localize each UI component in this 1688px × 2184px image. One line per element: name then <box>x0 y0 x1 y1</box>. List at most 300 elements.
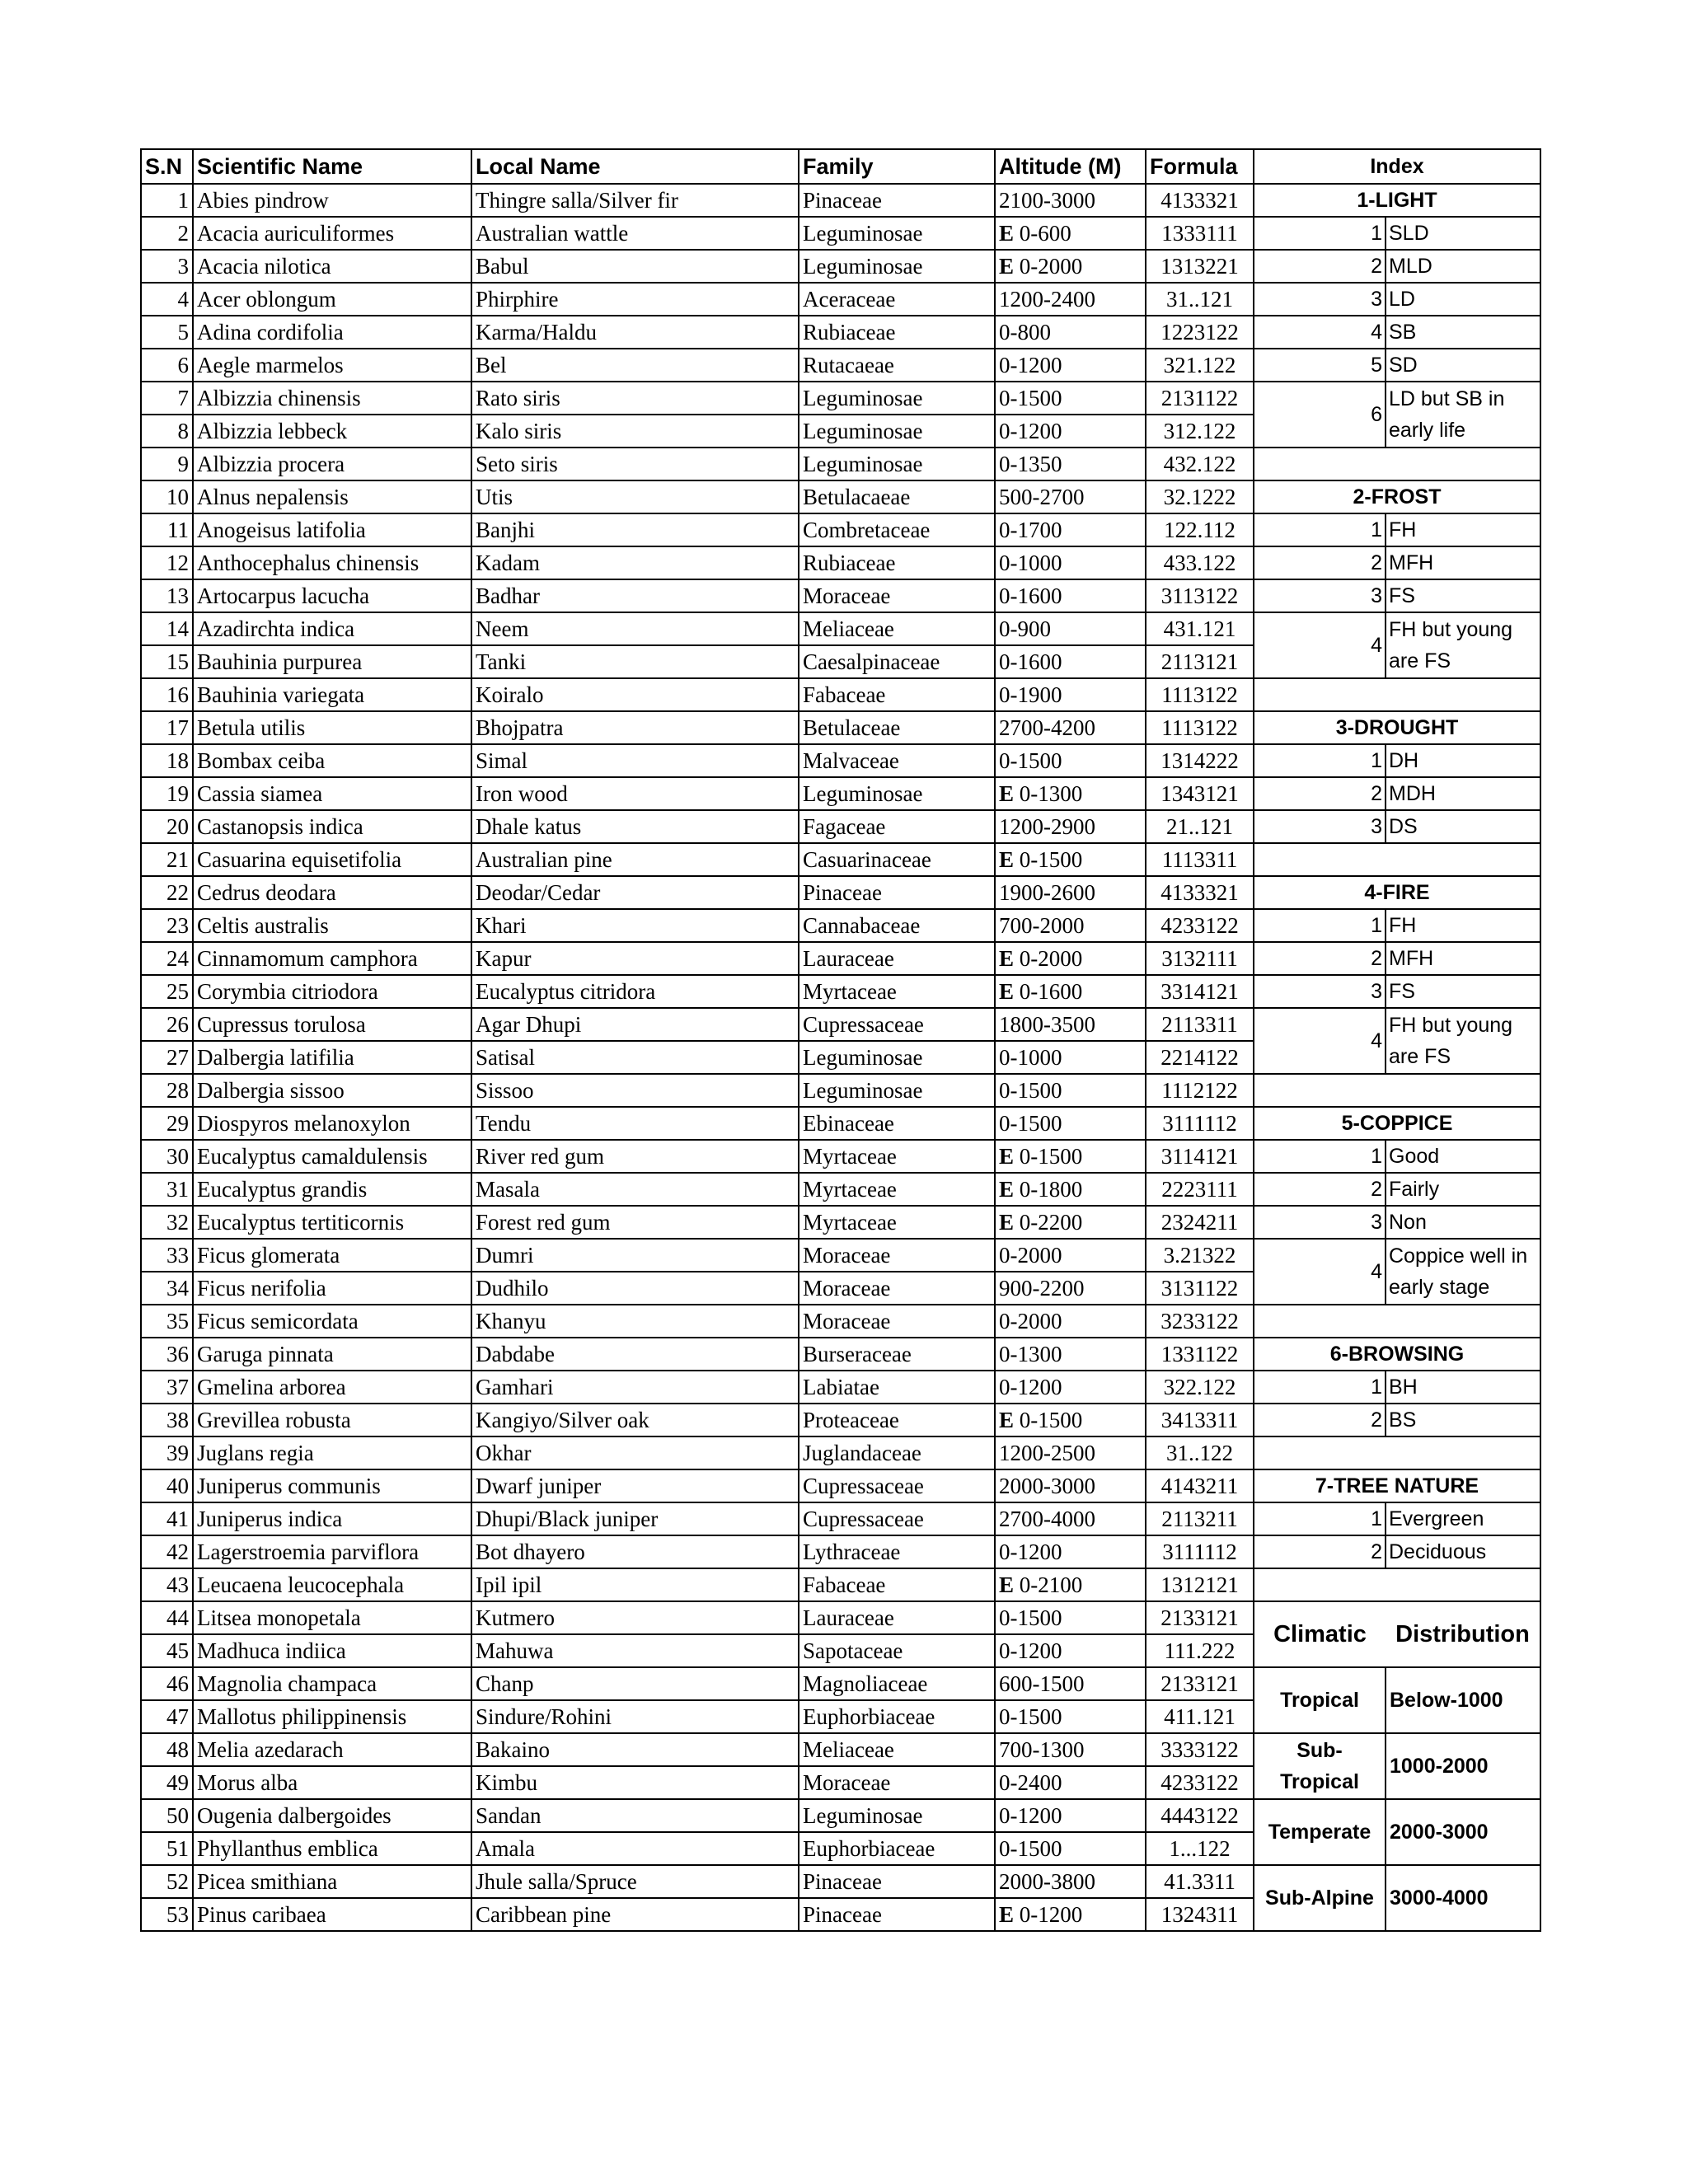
cell-scientific-name: Magnolia champaca <box>193 1667 471 1700</box>
cell-formula: 3333122 <box>1146 1733 1254 1766</box>
cell-sn: 39 <box>141 1436 193 1469</box>
cell-altitude: 0-1200 <box>995 1535 1146 1568</box>
cell-local-name: Koiralo <box>471 678 799 711</box>
cell-altitude: 0-2000 <box>995 1305 1146 1338</box>
index-item-label: FS <box>1386 579 1540 612</box>
index-spacer <box>1254 678 1540 711</box>
table-row <box>141 1601 1540 1634</box>
cell-sn: 5 <box>141 316 193 349</box>
cell-family: Pinaceae <box>799 876 995 909</box>
cell-sn: 30 <box>141 1140 193 1173</box>
cell-altitude: E 0-1500 <box>995 843 1146 876</box>
cell-family: Myrtaceae <box>799 1140 995 1173</box>
cell-altitude: 0-2400 <box>995 1766 1146 1799</box>
cell-family: Myrtaceae <box>799 1173 995 1206</box>
cell-altitude: 0-1200 <box>995 415 1146 448</box>
cell-formula: 1324311 <box>1146 1898 1254 1931</box>
cell-sn: 45 <box>141 1634 193 1667</box>
table-row <box>141 744 1540 777</box>
cell-altitude: E 0-600 <box>995 217 1146 250</box>
index-item-number: 1 <box>1254 217 1386 250</box>
cell-formula: 411.121 <box>1146 1700 1254 1733</box>
table-row <box>141 579 1540 612</box>
cell-altitude: 0-2000 <box>995 1239 1146 1272</box>
cell-sn: 44 <box>141 1601 193 1634</box>
cell-formula: 2324211 <box>1146 1206 1254 1239</box>
cell-sn: 42 <box>141 1535 193 1568</box>
cell-formula: 4233122 <box>1146 909 1254 942</box>
cell-sn: 48 <box>141 1733 193 1766</box>
index-spacer <box>1254 1436 1540 1469</box>
cell-sn: 40 <box>141 1469 193 1502</box>
index-item-number: 4 <box>1254 1239 1386 1305</box>
index-spacer <box>1254 1568 1540 1601</box>
cell-local-name: Dhupi/Black juniper <box>471 1502 799 1535</box>
cell-local-name: Kutmero <box>471 1601 799 1634</box>
index-section-title: 1-LIGHT <box>1254 184 1540 217</box>
cell-family: Moraceae <box>799 1305 995 1338</box>
table-row <box>141 1206 1540 1239</box>
cell-family: Moraceae <box>799 579 995 612</box>
cell-formula: 2113311 <box>1146 1008 1254 1041</box>
cell-sn: 23 <box>141 909 193 942</box>
cell-altitude: 0-1600 <box>995 579 1146 612</box>
climatic-zone: Temperate <box>1254 1799 1386 1865</box>
cell-family: Leguminosae <box>799 1074 995 1107</box>
cell-formula: 322.122 <box>1146 1371 1254 1404</box>
cell-altitude: 0-800 <box>995 316 1146 349</box>
exotic-marker: E <box>999 1144 1015 1169</box>
table-row <box>141 1305 1540 1338</box>
cell-family: Magnoliaceae <box>799 1667 995 1700</box>
table-row <box>141 1107 1540 1140</box>
cell-scientific-name: Castanopsis indica <box>193 810 471 843</box>
cell-scientific-name: Anthocephalus chinensis <box>193 546 471 579</box>
cell-altitude: 0-1500 <box>995 1107 1146 1140</box>
cell-family: Betulaceae <box>799 711 995 744</box>
cell-formula: 1331122 <box>1146 1338 1254 1371</box>
header-scientific-name: Scientific Name <box>193 149 471 184</box>
cell-scientific-name: Dalbergia sissoo <box>193 1074 471 1107</box>
cell-sn: 46 <box>141 1667 193 1700</box>
cell-altitude: 1200-2900 <box>995 810 1146 843</box>
climatic-zone: Sub-Alpine <box>1254 1865 1386 1931</box>
cell-altitude: 0-1200 <box>995 1371 1146 1404</box>
cell-formula: 1343121 <box>1146 777 1254 810</box>
index-item-number: 2 <box>1254 250 1386 283</box>
cell-family: Leguminosae <box>799 448 995 480</box>
distribution-header: Distribution <box>1386 1601 1540 1667</box>
distribution-range: 2000-3000 <box>1386 1799 1540 1865</box>
cell-formula: 2113121 <box>1146 645 1254 678</box>
cell-altitude: 500-2700 <box>995 480 1146 513</box>
cell-local-name: Australian pine <box>471 843 799 876</box>
table-row <box>141 942 1540 975</box>
cell-altitude: 0-1500 <box>995 1700 1146 1733</box>
cell-sn: 17 <box>141 711 193 744</box>
index-item-number: 1 <box>1254 909 1386 942</box>
table-row <box>141 1140 1540 1173</box>
cell-scientific-name: Juniperus communis <box>193 1469 471 1502</box>
cell-sn: 52 <box>141 1865 193 1898</box>
index-item-label: FH but young are FS <box>1386 1008 1540 1074</box>
cell-family: Aceraceae <box>799 283 995 316</box>
table-row <box>141 1239 1540 1272</box>
cell-scientific-name: Garuga pinnata <box>193 1338 471 1371</box>
cell-scientific-name: Cassia siamea <box>193 777 471 810</box>
table-row <box>141 1865 1540 1898</box>
table-row <box>141 810 1540 843</box>
cell-formula: 2131122 <box>1146 382 1254 415</box>
cell-family: Cupressaceae <box>799 1502 995 1535</box>
cell-formula: 1333111 <box>1146 217 1254 250</box>
distribution-range: 1000-2000 <box>1386 1733 1540 1799</box>
cell-formula: 111.222 <box>1146 1634 1254 1667</box>
cell-sn: 51 <box>141 1832 193 1865</box>
cell-scientific-name: Acacia nilotica <box>193 250 471 283</box>
index-item-label: MFH <box>1386 546 1540 579</box>
table-row <box>141 1667 1540 1700</box>
index-item-label: DH <box>1386 744 1540 777</box>
cell-formula: 3233122 <box>1146 1305 1254 1338</box>
cell-family: Rubiaceae <box>799 316 995 349</box>
table-row <box>141 546 1540 579</box>
cell-altitude: E 0-2000 <box>995 250 1146 283</box>
index-item-number: 2 <box>1254 777 1386 810</box>
header-sn: S.N <box>141 149 193 184</box>
cell-sn: 43 <box>141 1568 193 1601</box>
cell-altitude: 0-1200 <box>995 349 1146 382</box>
exotic-marker: E <box>999 1902 1015 1927</box>
table-row <box>141 283 1540 316</box>
index-item-label: Non <box>1386 1206 1540 1239</box>
cell-scientific-name: Leucaena leucocephala <box>193 1568 471 1601</box>
cell-local-name: Kalo siris <box>471 415 799 448</box>
cell-sn: 37 <box>141 1371 193 1404</box>
cell-formula: 321.122 <box>1146 349 1254 382</box>
cell-sn: 2 <box>141 217 193 250</box>
cell-formula: 2133121 <box>1146 1601 1254 1634</box>
index-item-label: MLD <box>1386 250 1540 283</box>
table-row <box>141 448 1540 480</box>
cell-sn: 27 <box>141 1041 193 1074</box>
cell-scientific-name: Diospyros melanoxylon <box>193 1107 471 1140</box>
cell-family: Betulacaeae <box>799 480 995 513</box>
cell-scientific-name: Juniperus indica <box>193 1502 471 1535</box>
cell-altitude: 0-1900 <box>995 678 1146 711</box>
cell-sn: 7 <box>141 382 193 415</box>
distribution-range: Below-1000 <box>1386 1667 1540 1733</box>
cell-scientific-name: Cinnamomum camphora <box>193 942 471 975</box>
cell-sn: 4 <box>141 283 193 316</box>
cell-family: Leguminosae <box>799 1041 995 1074</box>
cell-formula: 432.122 <box>1146 448 1254 480</box>
cell-formula: 3413311 <box>1146 1404 1254 1436</box>
cell-family: Leguminosae <box>799 217 995 250</box>
exotic-marker: E <box>999 946 1015 971</box>
cell-local-name: Iron wood <box>471 777 799 810</box>
cell-local-name: Seto siris <box>471 448 799 480</box>
cell-scientific-name: Litsea monopetala <box>193 1601 471 1634</box>
cell-local-name: Okhar <box>471 1436 799 1469</box>
cell-sn: 18 <box>141 744 193 777</box>
cell-altitude: 0-1500 <box>995 1074 1146 1107</box>
cell-family: Lauraceae <box>799 942 995 975</box>
cell-altitude: 0-1500 <box>995 1832 1146 1865</box>
cell-scientific-name: Eucalyptus grandis <box>193 1173 471 1206</box>
cell-family: Burseraceae <box>799 1338 995 1371</box>
table-row <box>141 184 1540 217</box>
index-section-title: 5-COPPICE <box>1254 1107 1540 1140</box>
cell-altitude: 600-1500 <box>995 1667 1146 1700</box>
cell-altitude: 0-1200 <box>995 1799 1146 1832</box>
cell-scientific-name: Eucalyptus camaldulensis <box>193 1140 471 1173</box>
cell-altitude: 2000-3800 <box>995 1865 1146 1898</box>
cell-altitude: 1800-3500 <box>995 1008 1146 1041</box>
cell-sn: 32 <box>141 1206 193 1239</box>
cell-formula: 2223111 <box>1146 1173 1254 1206</box>
cell-formula: 1314222 <box>1146 744 1254 777</box>
cell-scientific-name: Ficus semicordata <box>193 1305 471 1338</box>
cell-sn: 10 <box>141 480 193 513</box>
cell-sn: 14 <box>141 612 193 645</box>
header-index: Index <box>1254 149 1540 184</box>
cell-local-name: Dwarf juniper <box>471 1469 799 1502</box>
cell-local-name: Dudhilo <box>471 1272 799 1305</box>
cell-family: Fabaceae <box>799 1568 995 1601</box>
cell-altitude: E 0-2100 <box>995 1568 1146 1601</box>
table-row <box>141 1404 1540 1436</box>
cell-local-name: Jhule salla/Spruce <box>471 1865 799 1898</box>
cell-family: Lauraceae <box>799 1601 995 1634</box>
table-row <box>141 1568 1540 1601</box>
cell-sn: 31 <box>141 1173 193 1206</box>
table-row <box>141 1502 1540 1535</box>
cell-formula: 31..121 <box>1146 283 1254 316</box>
cell-scientific-name: Bombax ceiba <box>193 744 471 777</box>
cell-family: Leguminosae <box>799 250 995 283</box>
cell-scientific-name: Albizzia lebbeck <box>193 415 471 448</box>
index-item-number: 2 <box>1254 1535 1386 1568</box>
cell-local-name: Mahuwa <box>471 1634 799 1667</box>
table-row <box>141 711 1540 744</box>
cell-altitude: E 0-1200 <box>995 1898 1146 1931</box>
cell-family: Labiatae <box>799 1371 995 1404</box>
cell-formula: 4133321 <box>1146 184 1254 217</box>
cell-scientific-name: Alnus nepalensis <box>193 480 471 513</box>
cell-family: Meliaceae <box>799 612 995 645</box>
cell-formula: 4233122 <box>1146 1766 1254 1799</box>
cell-sn: 49 <box>141 1766 193 1799</box>
cell-sn: 6 <box>141 349 193 382</box>
cell-altitude: 0-1600 <box>995 645 1146 678</box>
cell-altitude: E 0-1600 <box>995 975 1146 1008</box>
cell-sn: 3 <box>141 250 193 283</box>
cell-scientific-name: Dalbergia latifilia <box>193 1041 471 1074</box>
cell-altitude: 0-1350 <box>995 448 1146 480</box>
cell-local-name: Bot dhayero <box>471 1535 799 1568</box>
cell-local-name: Sissoo <box>471 1074 799 1107</box>
cell-sn: 33 <box>141 1239 193 1272</box>
cell-altitude: 0-1700 <box>995 513 1146 546</box>
climatic-zone: Tropical <box>1254 1667 1386 1733</box>
cell-local-name: Ipil ipil <box>471 1568 799 1601</box>
exotic-marker: E <box>999 1177 1015 1202</box>
cell-local-name: Dabdabe <box>471 1338 799 1371</box>
cell-formula: 3113122 <box>1146 579 1254 612</box>
cell-local-name: Deodar/Cedar <box>471 876 799 909</box>
cell-family: Pinaceae <box>799 1898 995 1931</box>
cell-formula: 3114121 <box>1146 1140 1254 1173</box>
cell-sn: 11 <box>141 513 193 546</box>
cell-altitude: 0-1200 <box>995 1634 1146 1667</box>
cell-scientific-name: Ficus glomerata <box>193 1239 471 1272</box>
cell-family: Leguminosae <box>799 777 995 810</box>
table-row <box>141 909 1540 942</box>
exotic-marker: E <box>999 1572 1015 1597</box>
cell-sn: 15 <box>141 645 193 678</box>
cell-family: Moraceae <box>799 1239 995 1272</box>
cell-scientific-name: Grevillea robusta <box>193 1404 471 1436</box>
index-item-number: 4 <box>1254 316 1386 349</box>
cell-local-name: Eucalyptus citridora <box>471 975 799 1008</box>
cell-scientific-name: Albizzia procera <box>193 448 471 480</box>
cell-family: Fabaceae <box>799 678 995 711</box>
index-section-title: 2-FROST <box>1254 480 1540 513</box>
cell-sn: 12 <box>141 546 193 579</box>
exotic-marker: E <box>999 221 1015 246</box>
cell-sn: 41 <box>141 1502 193 1535</box>
cell-family: Caesalpinaceae <box>799 645 995 678</box>
cell-local-name: Amala <box>471 1832 799 1865</box>
cell-scientific-name: Cedrus deodara <box>193 876 471 909</box>
cell-scientific-name: Ficus nerifolia <box>193 1272 471 1305</box>
cell-family: Sapotaceae <box>799 1634 995 1667</box>
index-section-title: 3-DROUGHT <box>1254 711 1540 744</box>
index-item-number: 1 <box>1254 1371 1386 1404</box>
cell-sn: 8 <box>141 415 193 448</box>
cell-scientific-name: Acer oblongum <box>193 283 471 316</box>
exotic-marker: E <box>999 979 1015 1004</box>
index-spacer <box>1254 1305 1540 1338</box>
cell-scientific-name: Acacia auriculiformes <box>193 217 471 250</box>
cell-formula: 122.112 <box>1146 513 1254 546</box>
cell-sn: 53 <box>141 1898 193 1931</box>
cell-family: Cannabaceae <box>799 909 995 942</box>
table-row <box>141 480 1540 513</box>
cell-sn: 16 <box>141 678 193 711</box>
cell-local-name: Khanyu <box>471 1305 799 1338</box>
cell-formula: 1113311 <box>1146 843 1254 876</box>
cell-family: Leguminosae <box>799 1799 995 1832</box>
index-item-number: 2 <box>1254 546 1386 579</box>
cell-altitude: E 0-1500 <box>995 1404 1146 1436</box>
distribution-range: 3000-4000 <box>1386 1865 1540 1931</box>
cell-family: Pinaceae <box>799 184 995 217</box>
cell-formula: 1113122 <box>1146 711 1254 744</box>
cell-local-name: Gamhari <box>471 1371 799 1404</box>
cell-local-name: Phirphire <box>471 283 799 316</box>
index-item-label: SD <box>1386 349 1540 382</box>
cell-formula: 2214122 <box>1146 1041 1254 1074</box>
cell-local-name: Banjhi <box>471 513 799 546</box>
cell-local-name: Kadam <box>471 546 799 579</box>
cell-local-name: Bel <box>471 349 799 382</box>
index-item-label: Deciduous <box>1386 1535 1540 1568</box>
species-table <box>140 148 1541 1932</box>
cell-family: Fagaceae <box>799 810 995 843</box>
table-row <box>141 349 1540 382</box>
index-item-number: 1 <box>1254 1502 1386 1535</box>
cell-scientific-name: Aegle marmelos <box>193 349 471 382</box>
cell-scientific-name: Anogeisus latifolia <box>193 513 471 546</box>
cell-local-name: Sindure/Rohini <box>471 1700 799 1733</box>
cell-family: Juglandaceae <box>799 1436 995 1469</box>
cell-local-name: Badhar <box>471 579 799 612</box>
cell-scientific-name: Juglans regia <box>193 1436 471 1469</box>
cell-sn: 50 <box>141 1799 193 1832</box>
table-row <box>141 678 1540 711</box>
header-altitude: Altitude (M) <box>995 149 1146 184</box>
cell-sn: 26 <box>141 1008 193 1041</box>
cell-sn: 36 <box>141 1338 193 1371</box>
cell-local-name: Bhojpatra <box>471 711 799 744</box>
cell-formula: 4133321 <box>1146 876 1254 909</box>
table-row <box>141 1436 1540 1469</box>
header-local-name: Local Name <box>471 149 799 184</box>
cell-formula: 3132111 <box>1146 942 1254 975</box>
cell-sn: 20 <box>141 810 193 843</box>
header-row <box>141 149 1540 184</box>
table-row <box>141 1799 1540 1832</box>
table-row <box>141 250 1540 283</box>
index-item-label: SLD <box>1386 217 1540 250</box>
cell-local-name: Khari <box>471 909 799 942</box>
index-item-number: 3 <box>1254 975 1386 1008</box>
cell-formula: 312.122 <box>1146 415 1254 448</box>
cell-sn: 29 <box>141 1107 193 1140</box>
cell-family: Rubiaceae <box>799 546 995 579</box>
cell-formula: 41.3311 <box>1146 1865 1254 1898</box>
cell-scientific-name: Betula utilis <box>193 711 471 744</box>
index-item-number: 5 <box>1254 349 1386 382</box>
cell-altitude: 0-1500 <box>995 744 1146 777</box>
cell-local-name: Tanki <box>471 645 799 678</box>
cell-formula: 4443122 <box>1146 1799 1254 1832</box>
cell-altitude: 0-1500 <box>995 1601 1146 1634</box>
index-spacer <box>1254 1074 1540 1107</box>
cell-family: Ebinaceae <box>799 1107 995 1140</box>
index-item-number: 3 <box>1254 1206 1386 1239</box>
cell-formula: 31..122 <box>1146 1436 1254 1469</box>
cell-scientific-name: Lagerstroemia parviflora <box>193 1535 471 1568</box>
cell-scientific-name: Melia azedarach <box>193 1733 471 1766</box>
table-row <box>141 1008 1540 1041</box>
cell-altitude: 0-1000 <box>995 1041 1146 1074</box>
cell-formula: 2133121 <box>1146 1667 1254 1700</box>
table-row <box>141 843 1540 876</box>
table-row <box>141 1733 1540 1766</box>
index-spacer <box>1254 843 1540 876</box>
index-item-number: 1 <box>1254 744 1386 777</box>
cell-local-name: Kimbu <box>471 1766 799 1799</box>
cell-scientific-name: Adina cordifolia <box>193 316 471 349</box>
table-row <box>141 382 1540 415</box>
cell-formula: 1313221 <box>1146 250 1254 283</box>
index-item-label: MFH <box>1386 942 1540 975</box>
cell-sn: 24 <box>141 942 193 975</box>
index-item-number: 3 <box>1254 579 1386 612</box>
